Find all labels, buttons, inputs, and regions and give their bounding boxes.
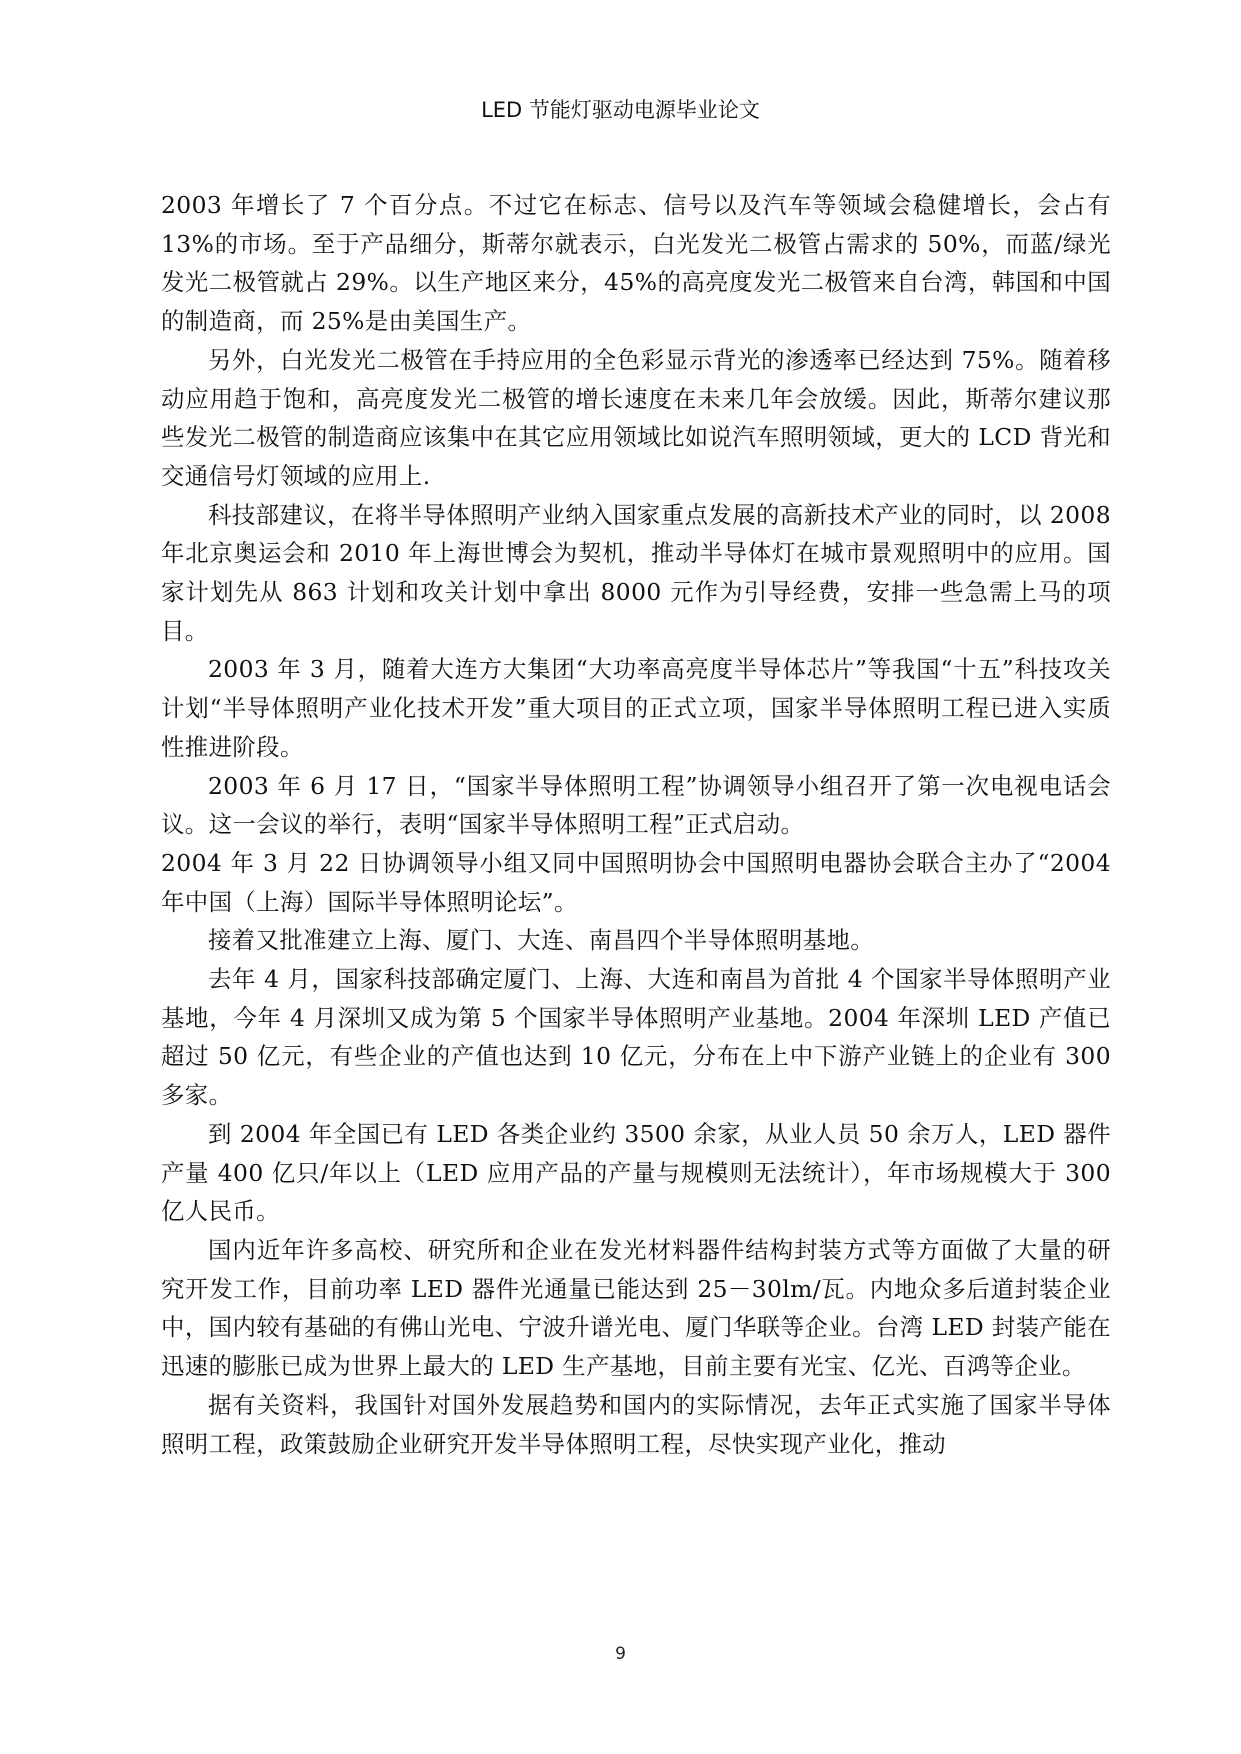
paragraph: 2004 年 3 月 22 日协调领导小组又同中国照明协会中国照明电器协会联合主办了“2004 年中国（上海）国际半导体照明论坛”。 — [161, 848, 1111, 916]
paragraph-continuation: 2003 年增长了 7 个百分点。不过它在标志、信号以及汽车等领域会稳健增长，会占有 13%的市场。至于产品细分，斯蒂尔就表示，白光发光二极管占需求的 50%，而蓝/绿光发光二极管就占 29%。以生产地区来分，45%的高亮度发光二极管来自台湾，韩国和中国的制造商，而 25%是由美国生产。 — [161, 191, 1111, 336]
paragraph: 科技部建议，在将半导体照明产业纳入国家重点发展的高新技术产业的同时，以 2008 年北京奥运会和 2010 年上海世博会为契机，推动半导体灯在城市景观照明中的应用。国家计划先从 863 计划和攻关计划中拿出 8000 元作为引导经费，安排一些急需上马的项目。 — [161, 500, 1111, 645]
paragraph: 2003 年 3 月，随着大连方大集团“大功率高亮度半导体芯片”等我国“十五”科技攻关计划“半导体照明产业化技术开发”重大项目的正式立项，国家半导体照明工程已进入实质性推进阶段。 — [161, 655, 1111, 761]
page-header-title: LED 节能灯驱动电源毕业论文 — [481, 98, 760, 122]
paragraph: 国内近年许多高校、研究所和企业在发光材料器件结构封装方式等方面做了大量的研究开发工作，目前功率 LED 器件光通量已能达到 25－30lm/瓦。内地众多后道封装企业中，国内较有基础的有佛山光电、宁波升谱光电、厦门华联等企业。台湾 LED 封装产能在迅速的膨胀已成为世界上最大的 LED 生产基地，目前主要有光宝、亿光、百鸿等企业。 — [161, 1235, 1111, 1381]
paragraph: 去年 4 月，国家科技部确定厦门、上海、大连和南昌为首批 4 个国家半导体照明产业基地，今年 4 月深圳又成为第 5 个国家半导体照明产业基地。2004 年深圳 LED 产值已超过 50 亿元，有些企业的产值也达到 10 亿元，分布在上中下游产业链上的企业有 300 多家。 — [161, 965, 1111, 1110]
document-body — [161, 186, 1111, 1463]
paragraph: 据有关资料，我国针对国外发展趋势和国内的实际情况，去年正式实施了国家半导体照明工程，政策鼓励企业研究开发半导体照明工程，尽快实现产业化，推动 — [161, 1390, 1111, 1458]
paragraph: 2003 年 6 月 17 日，“国家半导体照明工程”协调领导小组召开了第一次电视电话会议。这一会议的举行，表明“国家半导体照明工程”正式启动。 — [161, 771, 1111, 839]
page-number: 9 — [615, 1644, 626, 1664]
paragraph: 到 2004 年全国已有 LED 各类企业约 3500 余家，从业人员 50 余万人，LED 器件产量 400 亿只/年以上（LED 应用产品的产量与规模则无法统计），年市场规模大于 300 亿人民币。 — [161, 1119, 1111, 1226]
paragraph: 另外，白光发光二极管在手持应用的全色彩显示背光的渗透率已经达到 75%。随着移动应用趋于饱和，高亮度发光二极管的增长速度在未来几年会放缓。因此，斯蒂尔建议那些发光二极管的制造商应该集中在其它应用领域比如说汽车照明领域，更大的 LCD 背光和交通信号灯领域的应用上. — [161, 345, 1111, 490]
paragraph: 接着又批准建立上海、厦门、大连、南昌四个半导体照明基地。 — [208, 926, 875, 955]
